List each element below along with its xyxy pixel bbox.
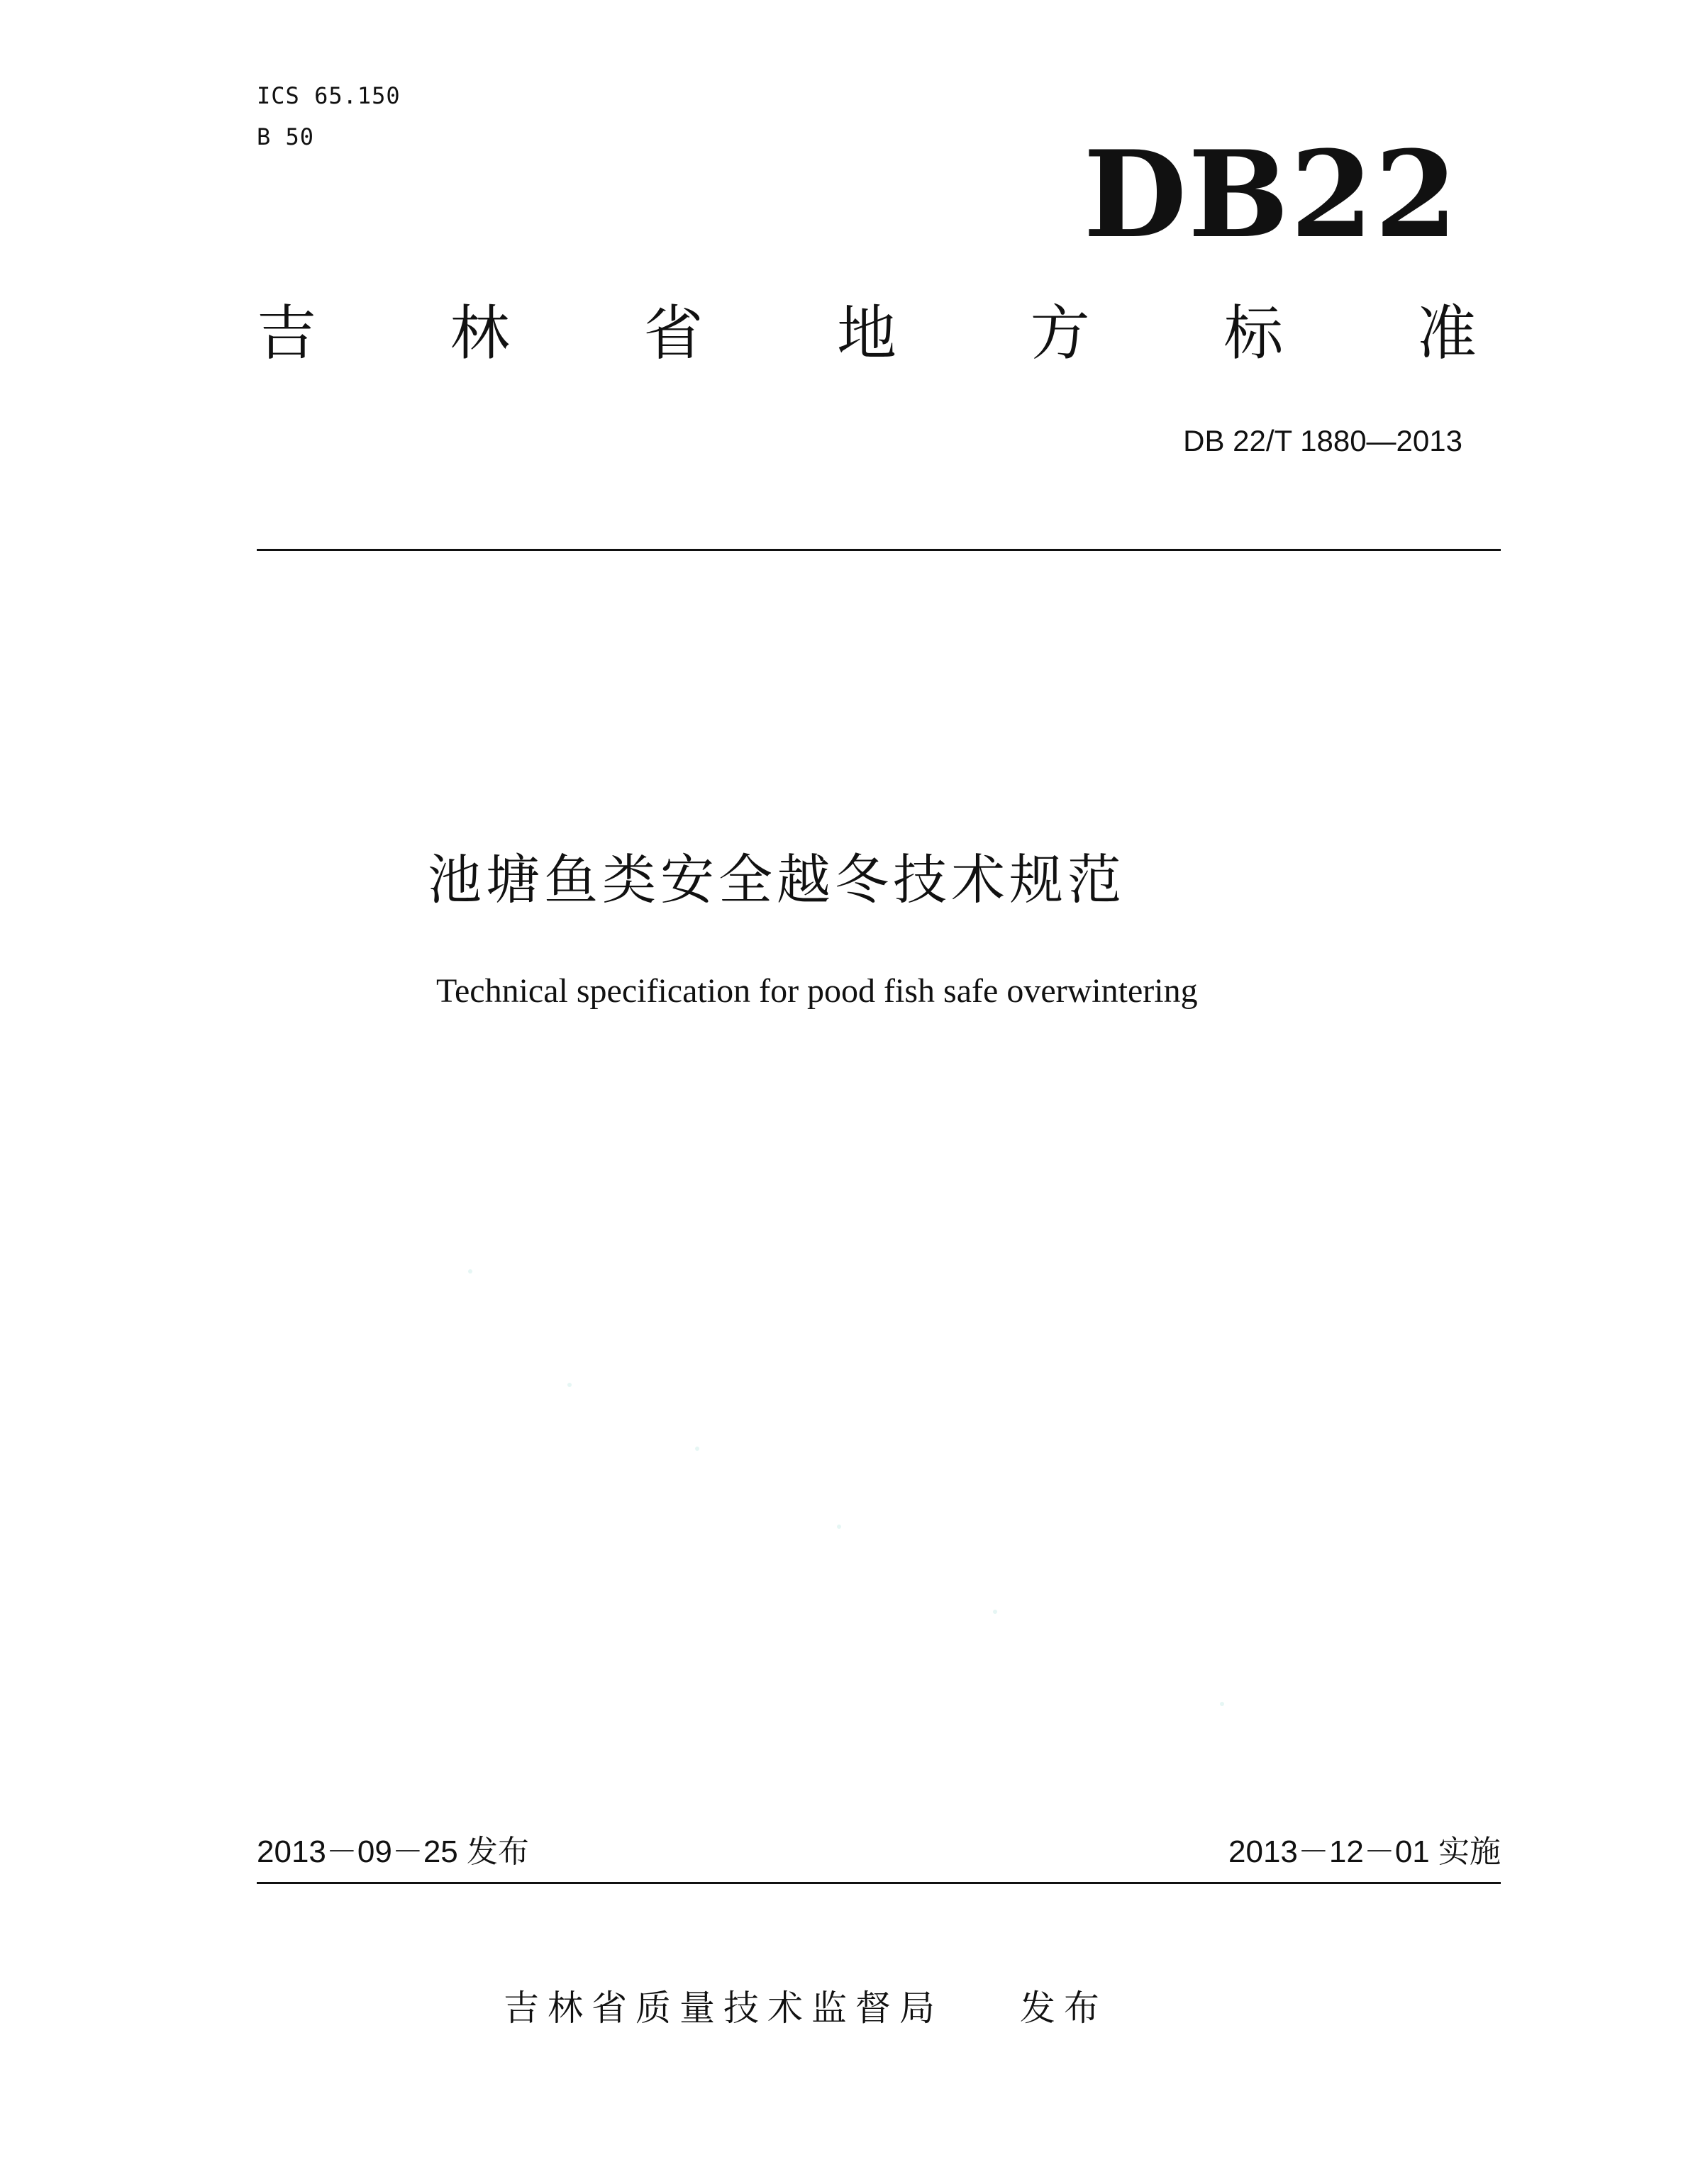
background-speck (837, 1525, 841, 1529)
background-speck (695, 1447, 699, 1451)
standard-type-char: 标 (1223, 299, 1284, 368)
standard-type-char: 方 (1030, 299, 1090, 368)
ics-code: ICS 65.150 (257, 82, 401, 109)
title-chinese (0, 837, 1688, 914)
bottom-divider (257, 1882, 1501, 1884)
background-speck (1220, 1702, 1224, 1706)
standard-type-heading (257, 299, 1477, 368)
standard-type-char: 吉 (257, 299, 317, 368)
standard-number: DB 22/T 1880—2013 (1183, 424, 1462, 457)
title-chinese-text: 池塘鱼类安全越冬技术规范 (428, 848, 1126, 911)
standard-type-char: 林 (450, 299, 510, 368)
background-speck (567, 1383, 572, 1387)
db-mark: DB22 (1083, 124, 1459, 264)
standard-type-char: 准 (1416, 299, 1477, 368)
implementation-date: 2013－12－01 实施 (1228, 1834, 1501, 1869)
title-english: Technical specification for pood fish safe overwintering (436, 972, 1198, 1010)
ccs-code: B 50 (257, 123, 315, 150)
publisher-name: 吉林省质量技术监督局 (504, 1988, 943, 2029)
standard-type-char: 地 (836, 299, 896, 368)
top-divider (257, 549, 1501, 551)
publisher-action: 发布 (1019, 1988, 1108, 2029)
standard-type-char: 省 (643, 299, 704, 368)
background-speck (468, 1269, 472, 1274)
publisher-line (504, 1980, 1108, 2031)
issue-date: 2013－09－25 发布 (257, 1834, 529, 1869)
background-speck (993, 1610, 997, 1614)
